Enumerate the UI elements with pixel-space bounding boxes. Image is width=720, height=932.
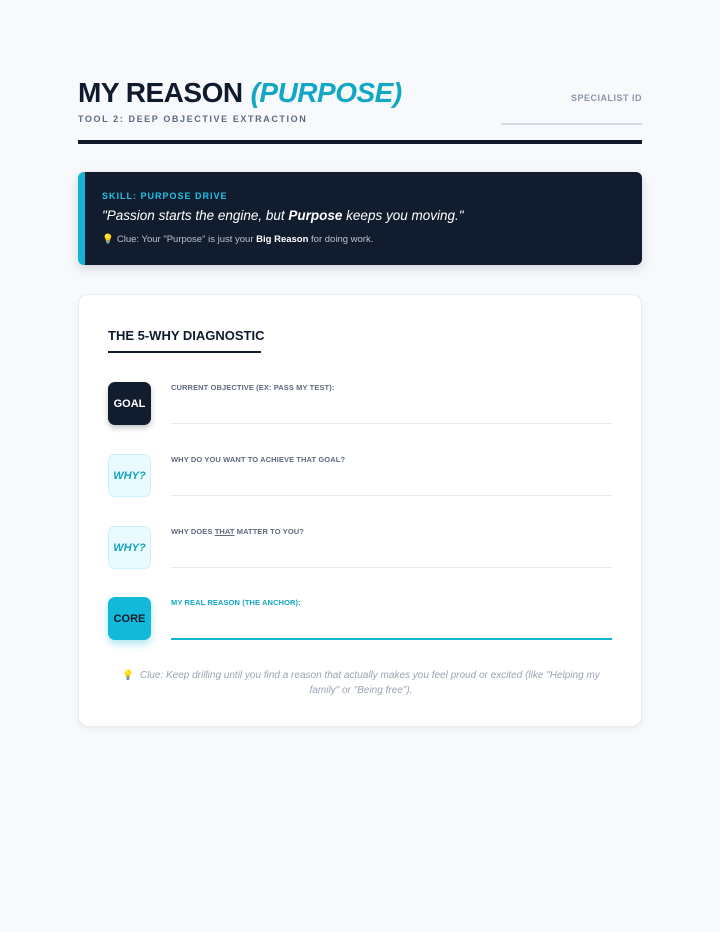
diagnostic-row-why-2 [108,526,614,570]
diagnostic-title: THE 5-WHY DIAGNOSTIC [108,328,265,343]
page-title [78,76,402,110]
core-input-line[interactable] [171,638,612,640]
core-badge: CORE [108,597,151,640]
clue-pre: Clue: Your "Purpose" is just your [116,234,257,245]
why-2-label-post: MATTER TO YOU? [234,527,304,536]
why-1-input-line[interactable] [171,495,612,496]
title-main: MY REASON [78,77,243,108]
skill-card [78,172,642,265]
skill-clue [102,234,373,245]
page-subtitle: TOOL 2: DEEP OBJECTIVE EXTRACTION [78,114,308,124]
why-2-label-pre: WHY DOES [171,527,215,536]
specialist-id-label: SPECIALIST ID [570,93,642,103]
diagnostic-card [78,294,642,727]
diagnostic-row-goal [108,382,614,426]
why-2-label-underlined: THAT [214,527,235,536]
skill-tag: SKILL: PURPOSE DRIVE [102,191,228,201]
header [78,76,642,144]
goal-badge: GOAL [108,382,151,425]
why-2-input-line[interactable] [171,567,612,568]
diagnostic-clue-text: Clue: Keep drilling until you find a reason that actually makes you feel proud or excited (like "Helping my family" or "Being free"). [139,670,600,696]
diagnostic-row-why-1 [108,454,614,498]
why-badge: WHY? [108,454,151,497]
clue-post: for doing work. [308,234,374,245]
diagnostic-clue [109,668,613,698]
quote-pre: "Passion starts the engine, but [102,208,289,223]
why-2-label [171,527,304,536]
diagnostic-title-underline [108,351,261,353]
quote-bold: Purpose [288,208,343,223]
clue-bold: Big Reason [256,234,309,245]
lightbulb-icon: 💡 [122,670,135,681]
title-accent: (PURPOSE) [250,77,402,108]
skill-quote [102,208,464,223]
why-badge: WHY? [108,526,151,569]
why-1-label: WHY DO YOU WANT TO ACHIEVE THAT GOAL? [171,455,346,464]
quote-post: keeps you moving." [342,208,464,223]
core-label: MY REAL REASON (THE ANCHOR): [171,598,301,607]
diagnostic-row-core [108,597,614,641]
goal-label: CURRENT OBJECTIVE (EX: PASS MY TEST): [171,383,335,392]
goal-input-line[interactable] [171,423,612,424]
header-divider [78,140,642,144]
lightbulb-icon: 💡 [102,234,114,245]
specialist-id-field[interactable] [501,123,642,125]
